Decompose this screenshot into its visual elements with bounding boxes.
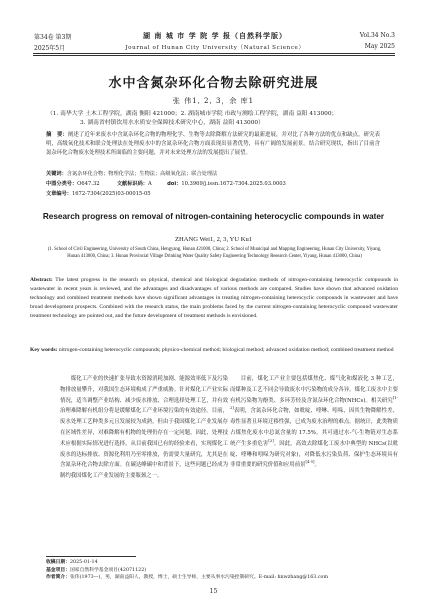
- journal-volume-issue-cn: 第34卷 第3期: [34, 34, 72, 41]
- received-label: 收稿日期：: [46, 560, 70, 565]
- doi-label: doi：: [167, 181, 182, 187]
- abstract-cn: [46, 131, 380, 159]
- citation: [3]: [268, 437, 274, 443]
- citation: [1-2]: [230, 394, 398, 411]
- article-number-value: 1672-7304(2025)03-00015-05: [71, 191, 151, 197]
- clc-label: 中图分类号：: [46, 181, 78, 187]
- body-text: 表明，含氮杂环化合物，如吡啶、喹啉、吲哚，因其生物降解性差、毒性显著且环境迁移性强，已成为废水治理的难点。据统计，此类物质占煤焦化废水中总氮含量的 17.5%，其可通过水-气-生物链对生态系统产生多重危害: [230, 408, 398, 447]
- keywords-cn-label: 关键词：: [46, 171, 67, 177]
- keywords-cn: [46, 170, 380, 178]
- keywords-en: [30, 346, 398, 355]
- fund-value: 国家自然科学基金项目(42071122): [70, 567, 147, 573]
- journal-name-cn: 湖 南 城 市 学 院 学 报（自然科学版）: [142, 31, 288, 40]
- journal-date-cn: 2025年5月: [34, 45, 66, 52]
- page-number: 15: [209, 588, 218, 595]
- body-text: 。: [314, 462, 320, 469]
- received-date: [46, 559, 401, 567]
- abstract-en-text: The latest progress in the research on physical, chemical and biological degradation methods of nitrogen-containing heterocyclic compounds in wastewater in recent years is reviewed, and the advantages and disadvantages of various methods are compared. Studies have shown that advanced oxidation technology and combined treatment methods have shown significant advantages in treating nitrogen-containing heterocyclic compounds in wastewater and have broad development prospects. Combined with the research status, the main problems faced by the current nitrogen-containing heterocyclic compound wastewater treatment technology are pointed out, and the future development of treatment methods is envisioned.: [30, 277, 398, 319]
- keywords-en-text: nitrogen-containing heterocyclic compounds; physico-chemical method; biological method; advanced oxidation method; combined treatment method: [58, 347, 394, 353]
- journal-volume-issue-en: Vol.34 No.3: [359, 32, 395, 39]
- affiliation-cn-line: 3. 湖南省村镇饮用水水质安全保障技术研究中心，湖南 益阳 413000）: [80, 120, 264, 126]
- affiliation-cn-line: （1. 南华大学 土木工程学院，湖南 衡阳 421000；2. 湖南城市学院 市政与测绘工程学院，湖南 益阳 413000；: [47, 111, 338, 117]
- body-column-right: [230, 374, 398, 471]
- fund-label: 基金项目：: [46, 567, 70, 573]
- fund: [46, 567, 401, 575]
- body-column-left: [60, 374, 228, 482]
- article-number-row: [46, 190, 380, 198]
- body-paragraph: 煤化工产业的快速扩张导致水资源消耗加剧、能源效率低下及污染物排放量攀升，对我国生态环境构成了严重威胁。针对煤化工产业实际情况，适当调整产业结构、减少废水排放、合理选择处理工艺，并有效治理难降解有机组分将是缓解煤化工产业环境污染的有效途径。目前，废水处理工艺种类多元且发展较为成熟，但由于我国煤化工产业发展存在区域性差异，对难降解有机物的处理仍存在一定问题，因此，处理技术应根据实际情况进行选择。从目前我国已有的经验来看，实现煤化工废水的达标排放、资源化利用乃至零排放，仍需要大量研究，尤其是在含氮杂环化合物去除方面。在碳达峰碳中和背景下，这些问题已经成为制约我国煤化工产业发展的主要瓶颈之一。: [60, 376, 228, 480]
- abstract-cn-label: 摘 要：: [46, 132, 68, 138]
- doi-value: 10.3969/j.issn.1672-7304.2025.03.0003: [181, 181, 286, 187]
- article-number-label: 文章编号：: [46, 191, 72, 197]
- keywords-cn-text: 含氮杂环化合物；物理化学法；生物法；高级氧化法；联合处理法: [66, 171, 218, 177]
- paper-title-en: Research progress on removal of nitrogen-containing heterocyclic compounds in water: [42, 212, 385, 221]
- journal-name-en: Journal of Hunan City University（Natural Science）: [125, 45, 305, 51]
- abstract-en: [30, 276, 398, 321]
- footnote: [46, 559, 401, 582]
- body-paragraph: [230, 374, 398, 471]
- affiliations-en: (1. School of Civil Engineering, University of South China, Hengyang, Hunan 421000, China; 2. School of Municipal and Mapping Engineering, Hunan City University, Yiyang, Hunan 413000, China; 3. Hunan Provincial Village Drinking Water Quality Safety Engineering Technology Research Center, Yiyang, Hunan 413000, China): [47, 247, 382, 260]
- body-text: 。因此，高效去除煤化工废水中典型的 NHCs(以吡啶、喹啉和吲哚为研究对象)，对降低水污染负荷、保护生态环境具有非常重要的研究价值和应用前景: [230, 440, 398, 469]
- footnote-rule: [46, 556, 136, 557]
- paper-title-cn: 水中含氮杂环化合物去除研究进展: [108, 76, 319, 91]
- doc-code-value: A: [148, 181, 152, 187]
- abstract-cn-text: 阐述了近年来废水中含氮杂环化合物的物理化学、生物等去除降解方法研究的最新进展，并对比了各种方法的优点和缺点。研究表明，高级氧化技术和联合处理法在处理废水中的含氮杂环化合物方面表现出显著优势，具有广阔的发展前景。结合研究现状，指出了目前含氮杂环化合物废水处理技术所面临的主要问题，并对未来处理方法的发展提出了展望。: [46, 132, 380, 157]
- keywords-en-label: Key words:: [30, 347, 58, 353]
- abstract-en-label: Abstract:: [30, 277, 53, 283]
- journal-date-en: May 2025: [364, 43, 395, 50]
- author-bio-label: 作者简介：: [46, 575, 70, 581]
- clc-row: [46, 180, 380, 188]
- citation: [4-5]: [305, 459, 315, 465]
- author-bio-value: 张伟(1973—)，男，湖南益阳人，教授，博士，硕士生导师，主要从事水污染控制研究。E-mail: hnwzhang@163.com: [70, 575, 328, 581]
- clc-value: O647.32: [77, 181, 100, 187]
- received-value: 2025-01-14: [70, 560, 98, 565]
- authors-cn: 张 伟1, 2, 3，余 库1: [172, 97, 255, 105]
- header-rule: [33, 53, 395, 54]
- author-bio: [46, 574, 401, 582]
- authors-en: ZHANG Wei1, 2, 3, YU Ku1: [174, 236, 253, 243]
- doc-code-label: 文献标识码：: [116, 181, 148, 187]
- header-rule-thin: [33, 55, 395, 56]
- body-text: 目前，煤化工产业主要包括煤焦化、煤气化和煤液化 3 种工艺，而煤种及工艺不同会导致废水中污染物的成分各异。煤化工废水中主要有机污染物为酚类、多环芳烃及含氮杂环化合物(NHCs)。相关研究: [230, 376, 398, 404]
